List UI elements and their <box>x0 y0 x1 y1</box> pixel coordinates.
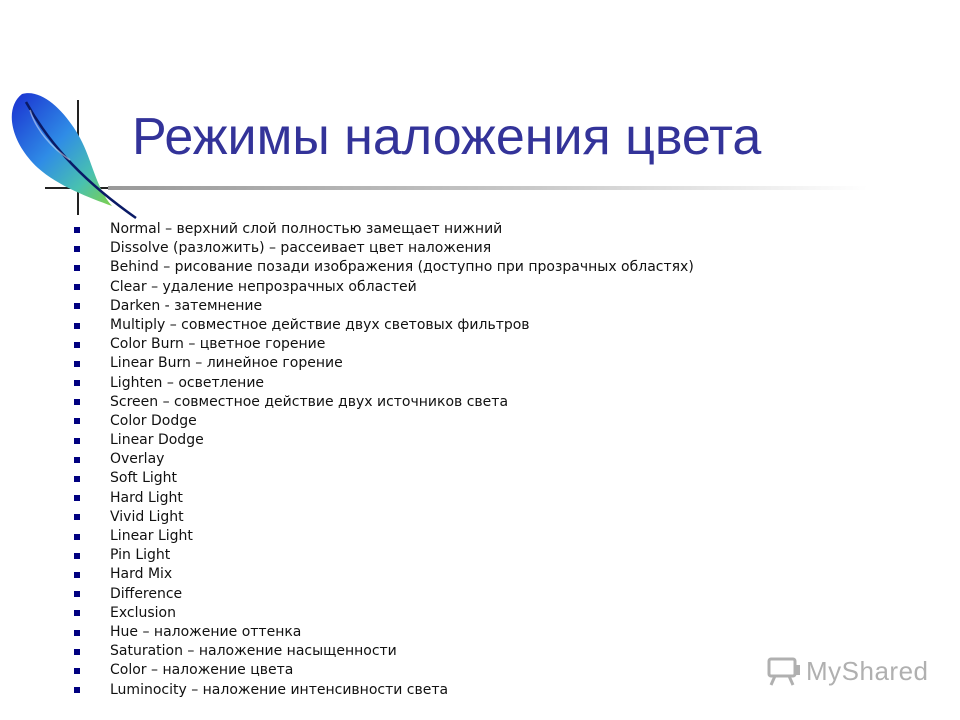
list-item <box>74 623 694 642</box>
list-item-text: Dissolve (разложить) – рассеивает цвет наложения <box>110 240 492 257</box>
list-item <box>74 354 694 373</box>
list-item <box>74 316 694 335</box>
list-item <box>74 661 694 680</box>
list-item <box>74 431 694 450</box>
bullet-marker <box>74 265 80 271</box>
bullet-marker <box>74 630 80 636</box>
bullet-marker <box>74 610 80 616</box>
bullet-marker <box>74 534 80 540</box>
list-item <box>74 527 694 546</box>
list-item-text: Screen – совместное действие двух источников света <box>110 393 509 410</box>
list-item-text: Soft Light <box>110 470 178 487</box>
list-item-text: Color Burn – цветное горение <box>110 336 326 353</box>
feather-icon <box>0 80 150 230</box>
list-item <box>74 239 694 258</box>
title-divider <box>108 186 868 190</box>
list-item <box>74 412 694 431</box>
bullet-marker <box>74 361 80 367</box>
list-item-text: Saturation – наложение насыщенности <box>110 643 397 660</box>
bullet-marker <box>74 457 80 463</box>
list-item-text: Difference <box>110 585 183 602</box>
list-item-text: Linear Burn – линейное горение <box>110 355 343 372</box>
bullet-marker <box>74 668 80 674</box>
list-item-text: Linear Dodge <box>110 432 204 449</box>
bullet-marker <box>74 323 80 329</box>
bullet-marker <box>74 591 80 597</box>
bullet-marker <box>74 227 80 233</box>
bullet-marker <box>74 399 80 405</box>
list-item <box>74 546 694 565</box>
list-item <box>74 642 694 661</box>
list-item <box>74 565 694 584</box>
list-item <box>74 585 694 604</box>
list-item-text: Color – наложение цвета <box>110 662 294 679</box>
list-item-text: Pin Light <box>110 547 171 564</box>
list-item <box>74 450 694 469</box>
list-item <box>74 604 694 623</box>
list-item-text: Behind – рисование позади изображения (доступно при прозрачных областях) <box>110 259 694 276</box>
watermark-text: MyShared <box>806 655 929 686</box>
list-item <box>74 335 694 354</box>
list-item-text: Hard Light <box>110 489 183 506</box>
list-item-text: Vivid Light <box>110 508 184 525</box>
bullet-marker <box>74 649 80 655</box>
list-item <box>74 374 694 393</box>
list-item-text: Color Dodge <box>110 412 197 429</box>
slide-title: Режимы наложения цвета <box>132 108 762 166</box>
list-item-text: Lighten – осветление <box>110 374 265 391</box>
bullet-marker <box>74 246 80 252</box>
bullet-marker <box>74 572 80 578</box>
list-item <box>74 297 694 316</box>
list-item <box>74 220 694 239</box>
list-item-text: Clear – удаление непрозрачных областей <box>110 278 417 295</box>
bullet-marker <box>74 303 80 309</box>
list-item <box>74 278 694 297</box>
list-item-text: Multiply – совместное действие двух световых фильтров <box>110 316 530 333</box>
list-item-text: Normal – верхний слой полностью замещает нижний <box>110 221 503 237</box>
list-item-text: Luminocity – наложение интенсивности света <box>110 681 449 698</box>
bullet-list <box>74 220 694 700</box>
bullet-marker <box>74 514 80 520</box>
bullet-marker <box>74 687 80 693</box>
list-item <box>74 489 694 508</box>
list-item <box>74 681 694 700</box>
bullet-marker <box>74 284 80 290</box>
list-item-text: Linear Light <box>110 528 193 544</box>
list-item <box>74 508 694 527</box>
presentation-board-icon <box>766 655 802 687</box>
watermark <box>766 655 929 687</box>
bullet-marker <box>74 342 80 348</box>
bullet-marker <box>74 495 80 501</box>
bullet-marker <box>74 418 80 424</box>
bullet-marker <box>74 476 80 482</box>
list-item-text: Overlay <box>110 451 165 468</box>
list-item-text: Hard Mix <box>110 566 173 583</box>
bullet-marker <box>74 438 80 444</box>
list-item-text: Exclusion <box>110 604 176 621</box>
list-item <box>74 393 694 412</box>
list-item-text: Darken - затемнение <box>110 297 263 314</box>
bullet-marker <box>74 380 80 386</box>
list-item-text: Hue – наложение оттенка <box>110 623 302 640</box>
list-item <box>74 469 694 488</box>
list-item <box>74 258 694 277</box>
bullet-marker <box>74 553 80 559</box>
